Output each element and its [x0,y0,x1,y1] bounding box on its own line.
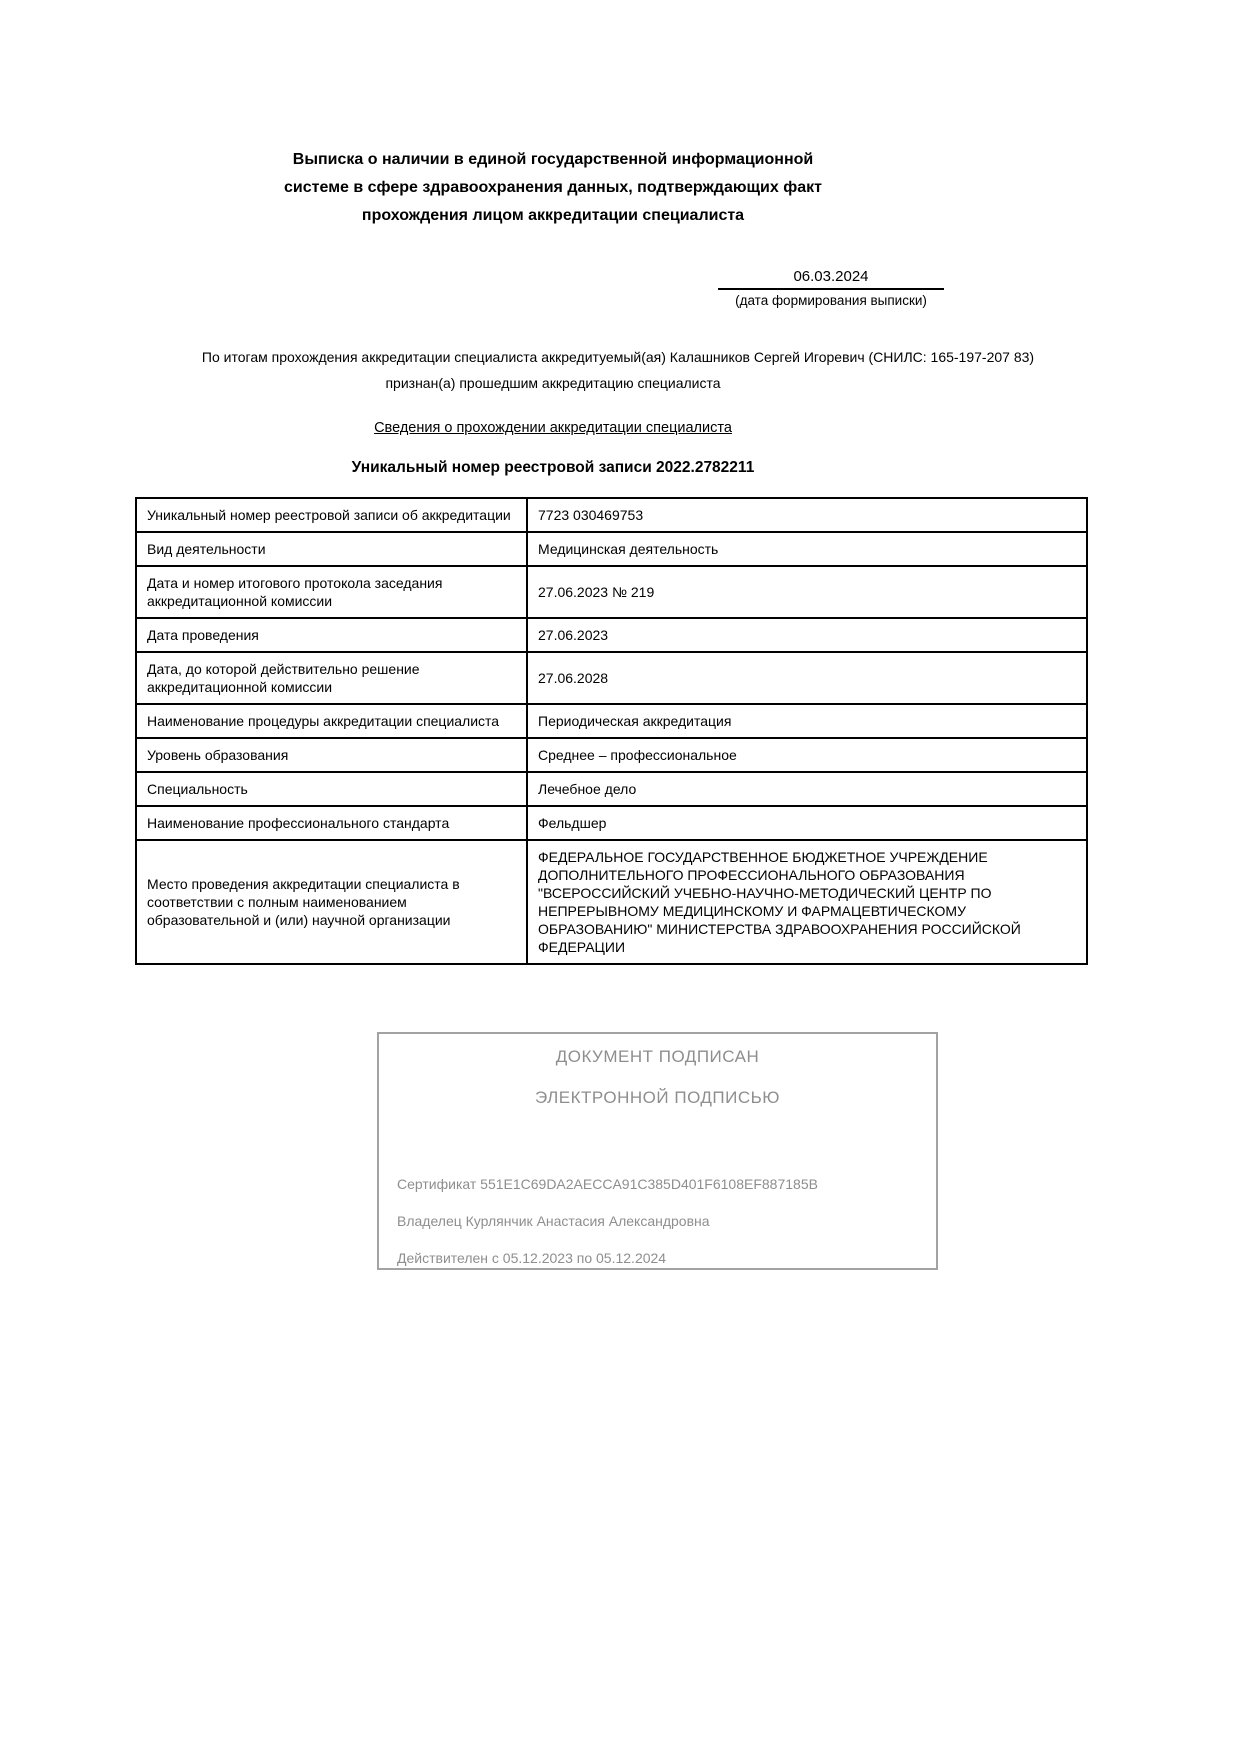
field-value: 27.06.2023 [527,618,1087,652]
document-title-line-1: Выписка о наличии в единой государственной информационной [292,151,814,168]
electronic-signature-box [377,1032,938,1270]
signature-validity: Действителен с 05.12.2023 по 05.12.2024 [397,1250,667,1266]
field-label: Уровень образования [136,738,527,772]
signature-title-line-1: ДОКУМЕНТ ПОДПИСАН [555,1047,760,1066]
table-row [136,652,1087,704]
field-label: Специальность [136,772,527,806]
field-label: Вид деятельности [136,532,527,566]
table-row [136,806,1087,840]
intro-line-1: По итогам прохождения аккредитации специалиста аккредитуемый(ая) Калашников Сергей Игоревич (СНИЛС: 165-197-207 83) [201,349,1035,365]
field-value: ФЕДЕРАЛЬНОЕ ГОСУДАРСТВЕННОЕ БЮДЖЕТНОЕ УЧРЕЖДЕНИЕ ДОПОЛНИТЕЛЬНОГО ПРОФЕССИОНАЛЬНОГО ОБРАЗОВАНИЯ "ВСЕРОССИЙСКИЙ УЧЕБНО-НАУЧНО-МЕТОДИЧЕСКИЙ ЦЕНТР ПО НЕПРЕРЫВНОМУ МЕДИЦИНСКОМУ И ФАРМАЦЕВТИЧЕСКОМУ ОБРАЗОВАНИЮ" МИНИСТЕРСТВА ЗДРАВООХРАНЕНИЯ РОССИЙСКОЙ ФЕДЕРАЦИИ [527,840,1087,964]
signature-title-line-2: ЭЛЕКТРОННОЙ ПОДПИСЬЮ [535,1088,780,1107]
intro-paragraph [118,344,1118,396]
field-label: Уникальный номер реестровой записи об аккредитации [136,498,527,532]
table-row [136,532,1087,566]
intro-line-2: признан(а) прошедшим аккредитацию специалиста [385,375,721,391]
signature-owner: Владелец Курлянчик Анастасия Александровна [397,1213,710,1229]
table-row [136,840,1087,964]
field-label: Дата, до которой действительно решение аккредитационной комиссии [136,652,527,704]
table-row [136,704,1087,738]
field-value: Медицинская деятельность [527,532,1087,566]
document-title [135,146,971,230]
accreditation-table [135,497,1088,965]
field-value: 27.06.2028 [527,652,1087,704]
field-value: Фельдшер [527,806,1087,840]
field-value: 27.06.2023 № 219 [527,566,1087,618]
table-row [136,772,1087,806]
document-title-line-2: системе в сфере здравоохранения данных, подтверждающих факт [284,179,822,196]
field-label: Дата и номер итогового протокола заседания аккредитационной комиссии [136,566,527,618]
record-number-heading: Уникальный номер реестровой записи 2022.2782211 [351,459,755,476]
field-value: Периодическая аккредитация [527,704,1087,738]
table-row [136,738,1087,772]
document-title-line-3: прохождения лицом аккредитации специалиста [361,207,745,224]
section-subheading: Сведения о прохождении аккредитации специалиста [374,420,732,436]
table-row [136,498,1087,532]
field-label: Наименование профессионального стандарта [136,806,527,840]
extract-date-caption: (дата формирования выписки) [735,293,927,308]
field-value: 7723 030469753 [527,498,1087,532]
field-label: Место проведения аккредитации специалиста в соответствии с полным наименованием образовательной и (или) научной организации [136,840,527,964]
field-value: Среднее – профессиональное [527,738,1087,772]
field-label: Наименование процедуры аккредитации специалиста [136,704,527,738]
extract-date: 06.03.2024 [718,268,944,290]
field-value: Лечебное дело [527,772,1087,806]
signature-details [379,1175,936,1267]
table-row [136,566,1087,618]
field-label: Дата проведения [136,618,527,652]
table-row [136,618,1087,652]
extract-date-block [718,268,944,308]
signature-certificate: Сертификат 551E1C69DA2AECCA91C385D401F6108EF887185B [397,1176,818,1192]
